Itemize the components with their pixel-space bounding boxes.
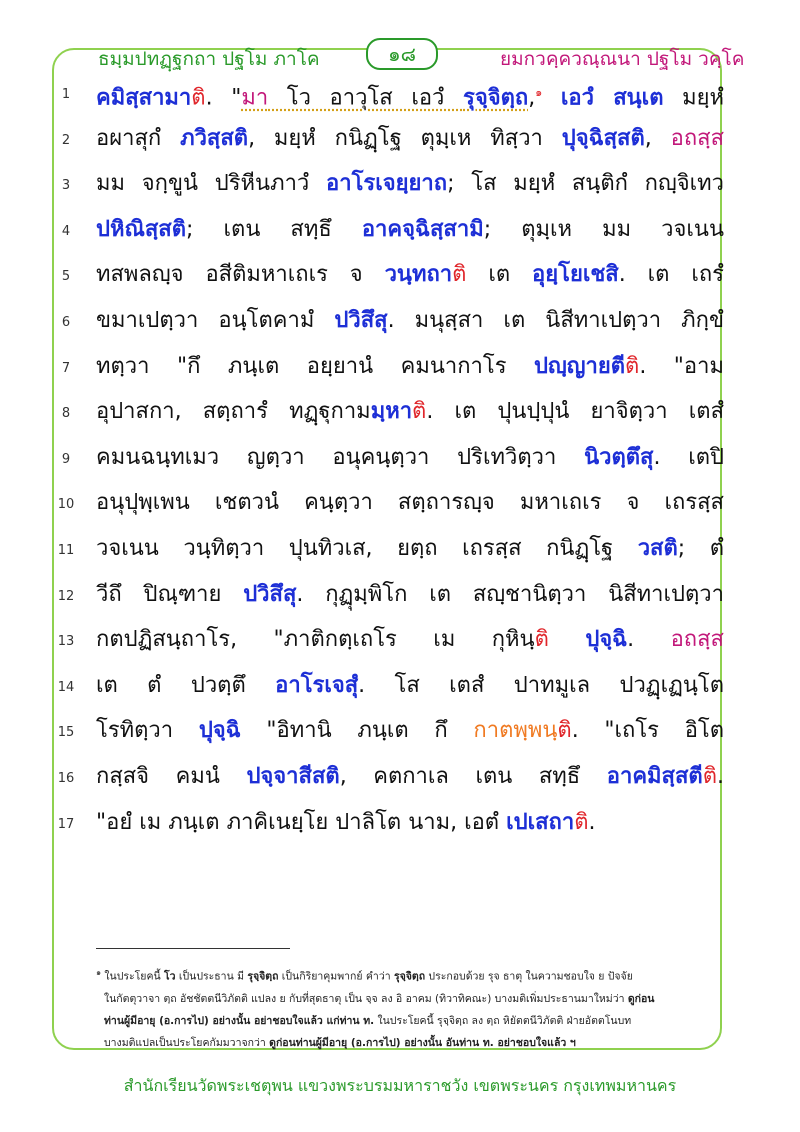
text-segment: ติ [702,763,717,789]
text-line [0,389,800,435]
footnote-segment: ๑ [96,968,102,977]
text-segment: เต [466,262,533,288]
line-number: 5 [61,269,71,285]
header-chapter-title: ยมกวคฺควณฺณนา ปฐโม วคฺโค [500,48,745,70]
text-segment: ; ตํ [677,535,724,561]
text-line [0,207,800,253]
text-segment: เต ตํ ปวตฺตึ [96,672,276,698]
text-line [0,70,800,116]
text-segment: ติ [412,399,427,425]
line-number: 1 [61,87,71,102]
text-segment: ติ [574,809,589,835]
line-text [96,169,724,199]
line-number: 11 [57,542,75,558]
text-segment: กตปฏิสนฺถาโร, "ภาติกตฺเถโร เม กุหินฺ [96,627,535,653]
text-segment: ปวิสึสุ [334,307,388,333]
text-segment: ภวิสฺสติ [180,125,249,151]
text-segment: กาตพฺพนฺ [473,718,558,744]
footnote-segment: ดูก่อนท่านผู้มีอายุ (อ.การไป) อย่างนั้น อันท่าน ท. อย่าชอบใจแล้ว ฯ [269,1036,576,1049]
footnote-segment: รุจฺจิตฺถ [247,970,279,983]
page-number-badge: ๑๘ [366,38,438,70]
line-number: 9 [61,451,71,467]
line-text [96,716,724,746]
text-segment: "อิทานิ ภนฺเต กึ [240,718,474,744]
text-segment: มฺหา [370,399,413,425]
text-segment: . [627,627,671,653]
text-segment: เปเสถา [506,809,575,835]
line-number: 3 [61,178,71,194]
footnote-divider [96,948,290,949]
text-segment: อุปาสกา, สตฺถารํ ทฏฺฐุกาม [96,399,371,425]
text-segment: ทตฺวา "กึ ภนฺเต อยฺยานํ คมนากาโร [96,353,535,379]
text-segment: "อยํ เม ภนฺเต ภาคิเนยฺโย ปาลิโต นาม, เอตํ [96,809,507,835]
header-book-title: ธมฺมปทฏฺฐกถา ปฐโม ภาโค [98,48,320,70]
text-segment [549,627,585,652]
footnote-segment: เป็นกิริยาคุมพากย์ คำว่า [278,970,394,983]
footnote-segment: ในกัตตุวาจา ตฺถ อัชชัตตนีวิภัตติ แปลง ย กับที่สุดธาตุ เป็น จฺจ ลง อิ อาคม (ทิวาทิคณะ) บางมติเพิ่มประธานมาใหม่ว่า [104,992,628,1005]
line-number: 14 [57,679,75,695]
text-line [0,617,800,663]
text-segment: วสติ [637,535,678,561]
line-number: 6 [61,314,71,330]
line-text [96,260,724,290]
text-segment: ติ [191,85,206,111]
footnote-segment: ท่านผู้มีอายุ (อ.การไป) อย่างนั้น อย่าชอบใจแล้ว แก่ท่าน ท. [104,1014,375,1027]
line-number: 16 [57,770,75,786]
text-segment: อผาสุกํ [96,125,181,151]
line-text [96,671,724,701]
text-segment: . เตปิ [653,444,724,470]
line-text [96,78,724,113]
line-number: 13 [57,634,75,650]
text-segment: อุยฺโยเชสิ [532,262,619,288]
text-line [0,754,800,800]
text-line [0,161,800,207]
text-segment: มา [241,85,269,111]
text-segment: ; เตน สทฺธึ [186,216,362,242]
line-text [96,397,724,427]
text-segment: , [644,125,671,151]
text-segment: คมนฉนฺทเมว ญตฺวา อนุคนฺตฺวา ปริเทวิตฺวา [96,444,585,470]
line-text [96,443,724,473]
text-segment: ปจฺจาสีสติ [246,763,340,789]
text-segment: . " [205,85,242,111]
line-text [96,488,724,518]
text-line [0,800,800,846]
pali-text-body [0,70,800,845]
line-text [96,306,724,336]
footnote-segment: ดูก่อน [627,992,655,1005]
text-segment: โว อาวุโส เอวํ [268,85,464,111]
text-segment: . "อาม [639,353,724,379]
text-segment: ติ [625,353,640,379]
text-segment: ติ [534,627,549,653]
text-segment: . [717,763,724,789]
text-segment: ; ตุมฺเห มม วจเนน [483,216,724,242]
text-segment: เอวํ สนฺเต [560,85,664,111]
footnote-line [96,962,716,988]
text-line [0,480,800,526]
text-segment: . เต เถรํ [618,262,724,288]
line-number: 15 [57,725,75,741]
text-line [0,708,800,754]
text-segment: . กุฏุมฺพิโก เต สญฺชานิตฺวา นิสีทาเปตฺวา [296,581,724,607]
line-number: 2 [61,132,71,148]
text-segment: โรทิตฺวา [96,718,199,744]
text-segment: อถสฺส [670,125,724,151]
footnote-line [96,1010,716,1032]
text-segment: . เต ปุนปฺปุนํ ยาจิตฺวา เตสํ [426,399,725,425]
line-text [96,352,724,382]
footnote-segment: โว [164,970,176,983]
text-segment: ปวิสึสุ [243,581,297,607]
line-text [96,808,724,838]
footnote-segment: ในประโยคนี้ [101,970,164,983]
text-segment: . มนุสฺสา เต นิสีทาเปตฺวา ภิกฺขํ [387,307,724,333]
footer-institution: สำนักเรียนวัดพระเชตุพน แขวงพระบรมมหาราชวัง เขตพระนคร กรุงเทพมหานคร [123,1076,677,1095]
text-segment: วจเนน วนฺทิตฺวา ปุนทิวเส, ยตฺถ เถรสฺส กนิฏฺโฐ [96,535,638,561]
text-segment: คมิสฺสามา [96,85,192,111]
footnote [96,962,716,1054]
line-text [96,580,724,610]
text-segment: อนุปุพฺเพน เชตวนํ คนฺตฺวา สตฺถารญฺจ มหาเถเร จ เถรสฺส [96,490,724,516]
text-segment: ปญฺญายตี [534,353,626,379]
text-segment: อาโรเจยฺยาถ [326,171,448,197]
text-segment: ติ [452,262,467,288]
text-segment: ขมาเปตฺวา อนฺโตคามํ [96,307,335,333]
line-text [96,215,724,245]
text-segment: , [528,85,536,111]
line-text [96,534,724,564]
line-text [96,625,724,655]
text-line [0,435,800,481]
text-segment: อถสฺส [670,627,724,653]
text-segment: นิวตฺตึสุ [584,444,654,470]
text-segment: ปุจฺฉิสฺสติ [561,125,645,151]
text-segment: . [588,809,596,835]
text-segment: ทสพลญฺจ อสีติมหาเถเร จ [96,262,385,288]
text-segment: มม จกฺขูนํ ปริหีนภาวํ [96,171,327,197]
footnote-segment: ประกอบด้วย รุจ ธาตุ ในความชอบใจ ย ปัจจัย [425,970,633,983]
line-number: 8 [61,406,71,422]
text-segment: ปุจฺฉิ [198,718,241,744]
footnote-segment: รุจฺจิตฺถ [393,970,426,983]
line-number: 7 [61,360,71,376]
text-segment: กสฺสจิ คมนํ [96,763,247,789]
footnote-segment: ในประโยคนี้ รุจฺจิตฺถ ลง ตฺถ หิยัตตนีวิภัตติ ฝ่ายอัตตโนบท [374,1014,632,1027]
text-line [0,344,800,390]
text-segment: มยฺหํ [663,85,724,111]
text-segment: ปหิณิสฺสติ [96,216,187,242]
footnote-line [96,1032,716,1054]
text-line [0,116,800,162]
text-segment: รุจฺจิตฺถ [463,85,529,111]
text-segment: อาโรเจสุํ [275,672,359,698]
line-number: 10 [57,497,75,513]
text-segment: วนฺทถา [384,262,453,288]
text-line [0,572,800,618]
text-segment: ; โส มยฺหํ สนฺติกํ กญฺจิเทว [447,171,724,197]
text-line [0,298,800,344]
text-segment: วีถึ ปิณฺฑาย [96,581,244,607]
footnote-segment: เป็นประธาน มี [175,970,248,983]
text-line [0,526,800,572]
footnote-marker: ๑ [535,86,543,99]
text-segment: . "เถโร อิโต [571,718,725,744]
text-segment: , มยฺหํ กนิฏฺโฐ ตุมฺเห ทิสฺวา [248,125,562,151]
text-segment: ปุจฺฉิ [585,627,628,653]
line-text [96,762,724,792]
line-number: 12 [57,588,75,604]
text-segment: , คตกาเล เตน สทฺธึ [339,763,607,789]
text-line [0,663,800,709]
text-segment [542,85,561,110]
line-number: 4 [61,223,71,239]
text-segment: . โส เตสํ ปาทมูเล ปวฏฺเฏนฺโต [358,672,724,698]
line-text [96,124,724,154]
footnote-line [96,988,716,1010]
text-segment: อาคจฺฉิสฺสามิ [361,216,484,242]
text-segment: อาคมิสฺสตี [606,763,703,789]
line-number: 17 [57,816,75,832]
text-line [0,252,800,298]
footnote-segment: บางมติแปลเป็นประโยคกัมมวาจกว่า [104,1036,270,1049]
text-segment: ติ [557,718,572,744]
